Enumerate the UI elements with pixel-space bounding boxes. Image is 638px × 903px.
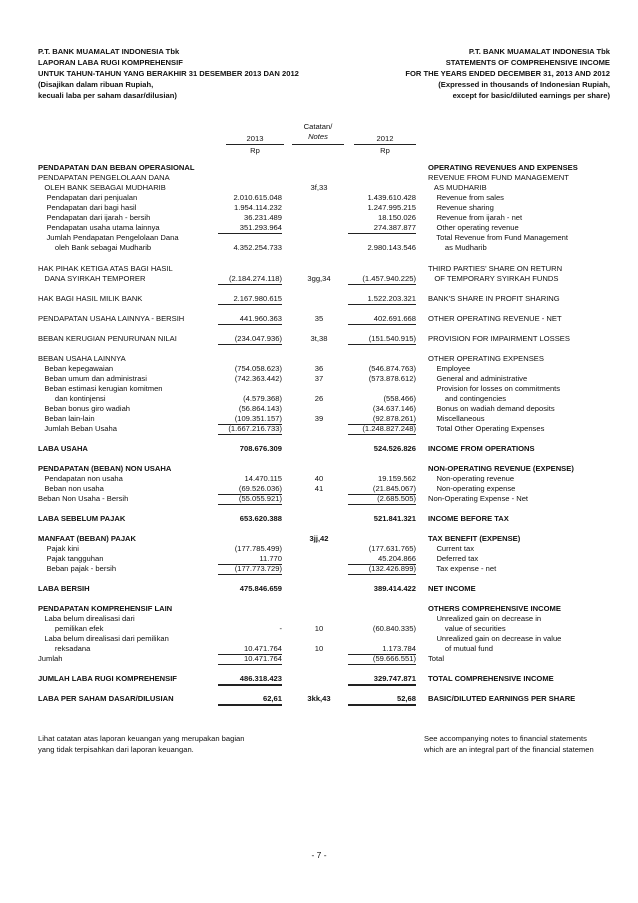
note-ref: 10 <box>314 624 324 633</box>
label-id: LABA USAHA <box>38 444 88 453</box>
year-2013-header: 2013 <box>246 134 264 143</box>
value-2012: (558.466) <box>383 394 416 403</box>
table-row <box>0 534 638 544</box>
divider-2012 <box>354 144 416 145</box>
value-2013: (109.351.157) <box>218 414 282 425</box>
label-en: Bonus on wadiah demand deposits <box>428 404 555 413</box>
header-english <box>310 46 610 101</box>
header-indonesian <box>38 46 338 101</box>
table-row <box>0 634 638 644</box>
currency-2013: Rp <box>250 146 260 155</box>
notes-label: Notes <box>308 132 328 141</box>
value-2012: 521.841.321 <box>373 514 416 523</box>
value-2012: 389.414.422 <box>373 584 416 593</box>
note-ref: 26 <box>314 394 324 403</box>
label-id: HAK PIHAK KETIGA ATAS BAGI HASIL <box>38 264 173 273</box>
footer-line-id-1: Lihat catatan atas laporan keuangan yang merupakan bagian <box>38 734 245 743</box>
label-id: Beban umum dan administrasi <box>38 374 147 383</box>
label-id: Beban lain-lain <box>38 414 95 423</box>
value-2012: (1.457.940.225) <box>348 274 416 285</box>
table-row <box>0 294 638 304</box>
table-row <box>0 404 638 414</box>
table-row <box>0 674 638 684</box>
label-id: PENDAPATAN PENGELOLAAN DANA <box>38 173 170 182</box>
label-en: Total Revenue from Fund Management <box>428 233 568 242</box>
table-row <box>0 624 638 634</box>
label-en: OTHER OPERATING EXPENSES <box>428 354 544 363</box>
label-id: Jumlah <box>38 654 63 663</box>
value-2012: 1.247.995.215 <box>367 203 416 212</box>
label-en: Non-operating revenue <box>428 474 515 483</box>
table-row <box>0 694 638 704</box>
label-id: Pendapatan usaha utama lainnya <box>38 223 160 232</box>
label-en: Miscellaneous <box>428 414 485 423</box>
label-id: BEBAN KERUGIAN PENURUNAN NILAI <box>38 334 177 343</box>
label-en: as Mudharib <box>428 243 487 252</box>
table-row <box>0 183 638 193</box>
label-id: Beban pajak - bersih <box>38 564 117 573</box>
label-en: NET INCOME <box>428 584 476 593</box>
label-id: Jumlah Pendapatan Pengelolaan Dana <box>38 233 179 242</box>
label-en: AS MUDHARIB <box>428 183 487 192</box>
label-en: Revenue from sales <box>428 193 504 202</box>
value-2013: 36.231.489 <box>243 213 282 222</box>
value-2012: (92.878.261) <box>348 414 416 425</box>
value-2013: 2.010.615.048 <box>233 193 282 202</box>
note-ref: 10 <box>314 644 324 653</box>
table-row <box>0 223 638 233</box>
notes-column-header <box>292 122 344 142</box>
table-row <box>0 544 638 554</box>
footer-line-en-1: See accompanying notes to financial statements <box>424 734 587 743</box>
value-2012: (151.540.915) <box>348 334 416 345</box>
value-2013: 10.471.764 <box>218 654 282 665</box>
label-en: OTHER OPERATING REVENUE - NET <box>428 314 562 323</box>
table-row <box>0 494 638 504</box>
label-en: Provision for losses on commitments <box>428 384 561 393</box>
label-en: REVENUE FROM FUND MANAGEMENT <box>428 173 569 182</box>
label-id: oleh Bank sebagai Mudharib <box>38 243 152 252</box>
label-id: dan kontinjensi <box>38 394 106 403</box>
value-2012: (34.637.146) <box>372 404 416 413</box>
label-id: Beban non usaha <box>38 484 104 493</box>
label-en: Total Other Operating Expenses <box>428 424 545 433</box>
value-2012: 45.204.866 <box>348 554 416 565</box>
label-en: Employee <box>428 364 471 373</box>
value-2013: 14.470.115 <box>244 474 282 483</box>
value-2013: (234.047.936) <box>218 334 282 345</box>
table-row <box>0 394 638 404</box>
table-row <box>0 564 638 574</box>
label-id: Pendapatan dari ijarah - bersih <box>38 213 151 222</box>
value-2013: 1.954.114.232 <box>234 203 282 212</box>
note-ref: 3f,33 <box>310 183 328 192</box>
label-en: Unrealized gain on decrease in <box>428 614 542 623</box>
value-2013: (742.363.442) <box>234 374 282 383</box>
value-2013: 441.960.363 <box>218 314 282 325</box>
table-row <box>0 554 638 564</box>
label-id: reksadana <box>38 644 91 653</box>
value-2013: (1.667.216.733) <box>218 424 282 435</box>
label-id: Beban kepegawaian <box>38 364 114 373</box>
value-2012: 19.159.562 <box>377 474 416 483</box>
table-row <box>0 193 638 203</box>
value-2012: 2.980.143.546 <box>367 243 416 252</box>
value-2013: (177.773.729) <box>218 564 282 575</box>
period-id: UNTUK TAHUN-TAHUN YANG BERAKHIR 31 DESEMBER 2013 DAN 2012 <box>38 69 299 78</box>
label-en: BANK'S SHARE IN PROFIT SHARING <box>428 294 560 303</box>
note-ref: 41 <box>314 484 324 493</box>
label-id: PENDAPATAN DAN BEBAN OPERASIONAL <box>38 163 195 172</box>
value-2012: 1.173.784 <box>348 644 416 655</box>
label-id: LABA PER SAHAM DASAR/DILUSIAN <box>38 694 174 703</box>
label-id: OLEH BANK SEBAGAI MUDHARIB <box>38 183 166 192</box>
label-id: PENDAPATAN USAHA LAINNYA - BERSIH <box>38 314 185 323</box>
label-en: OF TEMPORARY SYIRKAH FUNDS <box>428 274 559 283</box>
page-number: - 7 - <box>311 850 327 860</box>
table-row <box>0 264 638 274</box>
table-row <box>0 364 638 374</box>
value-2012: (177.631.765) <box>368 544 416 553</box>
label-en: Revenue sharing <box>428 203 494 212</box>
label-id: BEBAN USAHA LAINNYA <box>38 354 126 363</box>
table-row <box>0 314 638 324</box>
label-en: Deferred tax <box>428 554 479 563</box>
table-row <box>0 173 638 183</box>
label-en: Non-operating expense <box>428 484 516 493</box>
note-ref: 35 <box>314 314 324 323</box>
label-en: Current tax <box>428 544 475 553</box>
statement-title-id: LAPORAN LABA RUGI KOMPREHENSIF <box>38 58 183 67</box>
note-ref: 37 <box>314 374 324 383</box>
table-row <box>0 374 638 384</box>
table-row <box>0 334 638 344</box>
label-en: THIRD PARTIES' SHARE ON RETURN <box>428 264 563 273</box>
value-2012: (1.248.827.248) <box>348 424 416 435</box>
label-id: Pajak tangguhan <box>38 554 104 563</box>
value-2012: (573.878.612) <box>368 374 416 383</box>
label-en: value of securities <box>428 624 506 633</box>
catatan-label: Catatan/ <box>303 122 333 131</box>
value-2012: 18.150.026 <box>377 213 416 222</box>
company-name-en: P.T. BANK MUAMALAT INDONESIA Tbk <box>468 47 610 56</box>
table-row <box>0 424 638 434</box>
label-id: LABA BERSIH <box>38 584 90 593</box>
label-en: and contingencies <box>428 394 507 403</box>
table-row <box>0 614 638 624</box>
currency-note-en: (Expressed in thousands of Indonesian Rupiah, <box>438 80 610 89</box>
label-en: of mutual fund <box>428 644 494 653</box>
label-id: Beban estimasi kerugian komitmen <box>38 384 163 393</box>
eps-note-id: kecuali laba per saham dasar/dilusian) <box>38 91 177 100</box>
note-ref: 3t,38 <box>310 334 328 343</box>
note-ref: 3kk,43 <box>307 694 331 703</box>
value-2013: 475.846.659 <box>239 584 282 593</box>
divider-notes <box>292 144 344 145</box>
label-en: General and administrative <box>428 374 528 383</box>
value-2012: (132.426.899) <box>348 564 416 575</box>
note-ref: 3gg,34 <box>307 274 331 283</box>
label-en: INCOME BEFORE TAX <box>428 514 509 523</box>
value-2013: 653.620.388 <box>239 514 282 523</box>
value-2013: (754.058.623) <box>234 364 282 373</box>
label-en: Non-Operating Expense - Net <box>428 494 529 503</box>
value-2013: (4.579.368) <box>243 394 282 403</box>
label-en: OPERATING REVENUES AND EXPENSES <box>428 163 578 172</box>
value-2013: 4.352.254.733 <box>233 243 282 252</box>
table-row <box>0 654 638 664</box>
value-2012: 52,68 <box>348 694 416 706</box>
eps-note-en: except for basic/diluted earnings per share) <box>452 91 610 100</box>
table-row <box>0 213 638 223</box>
value-2012: (60.840.335) <box>372 624 416 633</box>
label-en: INCOME FROM OPERATIONS <box>428 444 535 453</box>
label-id: Pendapatan dari penjualan <box>38 193 138 202</box>
value-2013: (177.785.499) <box>234 544 282 553</box>
label-id: PENDAPATAN KOMPREHENSIF LAIN <box>38 604 173 613</box>
label-id: pemilikan efek <box>38 624 104 633</box>
value-2013: 351.293.964 <box>218 223 282 234</box>
label-en: Total <box>428 654 445 663</box>
value-2013: - <box>279 624 282 633</box>
value-2013: 11.770 <box>218 554 282 565</box>
table-row <box>0 474 638 484</box>
table-row <box>0 604 638 614</box>
table-row <box>0 354 638 364</box>
label-en: Revenue from ijarah - net <box>428 213 523 222</box>
label-id: Laba belum direalisasi dari <box>38 614 135 623</box>
footer-note-indonesian <box>38 733 244 755</box>
table-row <box>0 464 638 474</box>
label-en: NON-OPERATING REVENUE (EXPENSE) <box>428 464 574 473</box>
value-2012: 329.747.871 <box>348 674 416 686</box>
label-id: PENDAPATAN (BEBAN) NON USAHA <box>38 464 172 473</box>
table-row <box>0 243 638 253</box>
value-2012: 1.522.203.321 <box>348 294 416 305</box>
label-id: Pajak kini <box>38 544 79 553</box>
value-2013: 708.676.309 <box>239 444 282 453</box>
label-en: PROVISION FOR IMPAIRMENT LOSSES <box>428 334 570 343</box>
footer-note-english <box>424 733 634 755</box>
year-2012-header: 2012 <box>376 134 394 143</box>
label-id: Pendapatan non usaha <box>38 474 123 483</box>
table-row <box>0 644 638 654</box>
currency-note-id: (Disajikan dalam ribuan Rupiah, <box>38 80 154 89</box>
note-ref: 40 <box>314 474 324 483</box>
value-2012: (59.666.551) <box>348 654 416 665</box>
value-2012: 402.691.668 <box>348 314 416 325</box>
label-en: BASIC/DILUTED EARNINGS PER SHARE <box>428 694 576 703</box>
value-2012: 274.387.877 <box>348 223 416 234</box>
footer-line-en-2: which are an integral part of the financial statemen <box>424 745 594 754</box>
value-2012: (2.685.505) <box>348 494 416 505</box>
divider-2013 <box>226 144 284 145</box>
label-id: Beban bonus giro wadiah <box>38 404 131 413</box>
value-2013: (2.184.274.118) <box>218 274 282 285</box>
footer-line-id-2: yang tidak terpisahkan dari laporan keuangan. <box>38 745 194 754</box>
table-row <box>0 484 638 494</box>
value-2013: 2.167.980.615 <box>218 294 282 305</box>
label-id: MANFAAT (BEBAN) PAJAK <box>38 534 137 543</box>
label-id: Laba belum direalisasi dari pemilikan <box>38 634 169 643</box>
label-en: Other operating revenue <box>428 223 519 232</box>
table-row <box>0 274 638 284</box>
value-2012: (546.874.763) <box>368 364 416 373</box>
value-2013: 62,61 <box>218 694 282 706</box>
label-id: HAK BAGI HASIL MILIK BANK <box>38 294 143 303</box>
label-id: JUMLAH LABA RUGI KOMPREHENSIF <box>38 674 177 683</box>
label-en: TAX BENEFIT (EXPENSE) <box>428 534 521 543</box>
table-row <box>0 233 638 243</box>
label-id: LABA SEBELUM PAJAK <box>38 514 126 523</box>
value-2013: (56.864.143) <box>238 404 282 413</box>
label-id: DANA SYIRKAH TEMPORER <box>38 274 146 283</box>
value-2012: (21.845.067) <box>348 484 416 495</box>
note-ref: 39 <box>314 414 324 423</box>
value-2013: (69.526.036) <box>218 484 282 495</box>
value-2013: 486.318.423 <box>218 674 282 686</box>
table-row <box>0 163 638 173</box>
table-row <box>0 444 638 454</box>
label-en: Tax expense - net <box>428 564 497 573</box>
table-row <box>0 384 638 394</box>
statement-title-en: STATEMENTS OF COMPREHENSIVE INCOME <box>445 58 610 67</box>
table-row <box>0 203 638 213</box>
note-ref: 36 <box>314 364 324 373</box>
value-2012: 1.439.610.428 <box>367 193 416 202</box>
table-row <box>0 514 638 524</box>
table-row <box>0 414 638 424</box>
value-2013: 10.471.764 <box>218 644 282 655</box>
table-row <box>0 584 638 594</box>
note-ref: 3jj,42 <box>309 534 329 543</box>
value-2013: (55.055.921) <box>218 494 282 505</box>
label-id: Pendapatan dari bagi hasil <box>38 203 137 212</box>
label-en: TOTAL COMPREHENSIVE INCOME <box>428 674 554 683</box>
label-id: Jumlah Beban Usaha <box>38 424 117 433</box>
label-en: OTHERS COMPREHENSIVE INCOME <box>428 604 561 613</box>
value-2012: 524.526.826 <box>373 444 416 453</box>
company-name-id: P.T. BANK MUAMALAT INDONESIA Tbk <box>38 47 180 56</box>
label-en: Unrealized gain on decrease in value <box>428 634 562 643</box>
label-id: Beban Non Usaha - Bersih <box>38 494 129 503</box>
currency-2012: Rp <box>380 146 390 155</box>
period-en: FOR THE YEARS ENDED DECEMBER 31, 2013 AND 2012 <box>405 69 610 78</box>
